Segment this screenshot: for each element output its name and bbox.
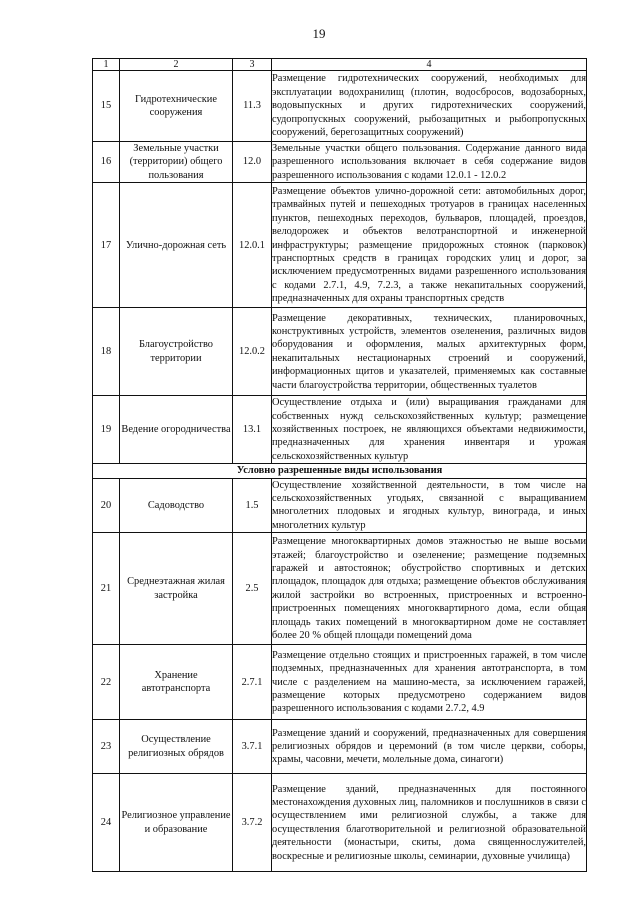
page-number: 19 (312, 26, 326, 41)
table-row (93, 71, 587, 142)
column-header: 4 (272, 59, 587, 71)
table-row (93, 720, 587, 774)
table-header-row (93, 59, 587, 71)
column-header: 2 (120, 59, 233, 71)
table-row (93, 774, 587, 872)
use-name: Улично-дорожная сеть (120, 183, 233, 308)
row-number: 19 (93, 396, 120, 464)
table-row (93, 478, 587, 533)
use-code: 11.3 (233, 71, 272, 142)
table-row (93, 645, 587, 720)
row-number: 20 (93, 478, 120, 533)
use-name: Земельные участки (территории) общего пользования (120, 142, 233, 183)
use-code: 2.7.1 (233, 645, 272, 720)
section-title: Условно разрешенные виды использования (93, 464, 587, 478)
row-number: 23 (93, 720, 120, 774)
use-name: Благоустройство территории (120, 308, 233, 396)
land-use-table (92, 58, 587, 872)
use-description: Размещение отдельно стоящих и пристроенных гаражей, в том числе подземных, предназначенных для хранения автотранспорта, в том числе с разделением на машино-места, за исключением гаражей, размещение которых предусмотрено содержанием видов разрешенного использования с кодами 2.7.2, 4.9 (272, 645, 587, 720)
use-code: 12.0.2 (233, 308, 272, 396)
table-row (93, 396, 587, 464)
use-code: 1.5 (233, 478, 272, 533)
section-row (93, 464, 587, 478)
row-number: 18 (93, 308, 120, 396)
use-name: Гидротехнические сооружения (120, 71, 233, 142)
table-row (93, 533, 587, 645)
use-code: 3.7.1 (233, 720, 272, 774)
use-code: 12.0.1 (233, 183, 272, 308)
use-name: Садоводство (120, 478, 233, 533)
use-code: 2.5 (233, 533, 272, 645)
row-number: 24 (93, 774, 120, 872)
use-description: Земельные участки общего пользования. Содержание данного вида разрешенного использования включает в себя содержание видов разрешенного использования с кодами 12.0.1 - 12.0.2 (272, 143, 586, 181)
table-row (93, 308, 587, 396)
column-header: 3 (233, 59, 272, 71)
use-description: Осуществление отдыха и (или) выращивания гражданами для собственных нужд сельскохозяйственных культур; размещение хозяйственных построек, не являющихся объектами недвижимости, предназначенных для хранения инвентаря и урожая сельскохозяйственных культур (272, 397, 586, 462)
use-code: 12.0 (233, 142, 272, 183)
use-description: Размещение декоративных, технических, планировочных, конструктивных устройств, элементов озеленения, различных видов оборудования и оформления, малых архитектурных форм, некапитальных нестационарных строений и сооружений, информационных щитов и указателей, применяемых как составные части благоустройства территории, общественных туалетов (272, 308, 587, 396)
row-number: 21 (93, 533, 120, 645)
use-description: Размещение зданий и сооружений, предназначенных для совершения религиозных обрядов и церемоний (в том числе церкви, соборы, храмы, часовни, мечети, молельные дома, синагоги) (272, 720, 587, 774)
use-code: 3.7.2 (233, 774, 272, 872)
use-name: Религиозное управление и образование (120, 774, 233, 872)
table-row (93, 142, 587, 183)
row-number: 16 (93, 142, 120, 183)
use-description: Размещение зданий, предназначенных для постоянного местонахождения духовных лиц, паломников и послушников в связи с осуществлением ими религиозной службы, а также для осуществления благотворительной и религиозной образовательной деятельности (монастыри, скиты, дома священнослужителей, воскресные и религиозные школы, семинарии, духовные училища) (272, 774, 587, 872)
use-name: Ведение огородничества (120, 396, 233, 464)
use-name: Среднеэтажная жилая застройка (120, 533, 233, 645)
use-name: Осуществление религиозных обрядов (120, 720, 233, 774)
use-description: Размещение объектов улично-дорожной сети: автомобильных дорог, трамвайных путей и пешеходных тротуаров в границах населенных пунктов, пешеходных переходов, бульваров, площадей, проездов, велодорожек и объектов велотранспортной и инженерной инфраструктуры; размещение придорожных стоянок (парковок) транспортных средств в границах городских улиц и дорог, за исключением предусмотренных видами разрешенного использования с кодами 2.7.1, 4.9, 7.2.3, а также некапитальных сооружений, предназначенных для охраны транспортных средств (272, 183, 587, 308)
use-description: Размещение многоквартирных домов этажностью не выше восьми этажей; благоустройство и озеленение; размещение подземных гаражей и автостоянок; обустройство спортивных и детских площадок, площадок для отдыха; размещение объектов обслуживания жилой застройки во встроенных, пристроенных и встроенно-пристроенных помещениях многоквартирного дома, если общая площадь таких помещений в многоквартирном доме не составляет более 20 % общей площади помещений дома (272, 533, 587, 645)
use-description: Размещение гидротехнических сооружений, необходимых для эксплуатации водохранилищ (плотин, водосбросов, водозаборных, водовыпускных и других гидротехнических сооружений, судопропускных сооружений, рыбозащитных и рыбопропускных сооружений, берегозащитных сооружений) (272, 71, 587, 142)
use-name: Хранение автотранспорта (120, 645, 233, 720)
row-number: 22 (93, 645, 120, 720)
table-row (93, 183, 587, 308)
row-number: 15 (93, 71, 120, 142)
row-number: 17 (93, 183, 120, 308)
use-code: 13.1 (233, 396, 272, 464)
use-description: Осуществление хозяйственной деятельности, в том числе на сельскохозяйственных угодьях, связанной с выращиванием многолетних плодовых и ягодных культур, винограда, и иных многолетних культур (272, 479, 586, 531)
column-header: 1 (93, 59, 120, 71)
